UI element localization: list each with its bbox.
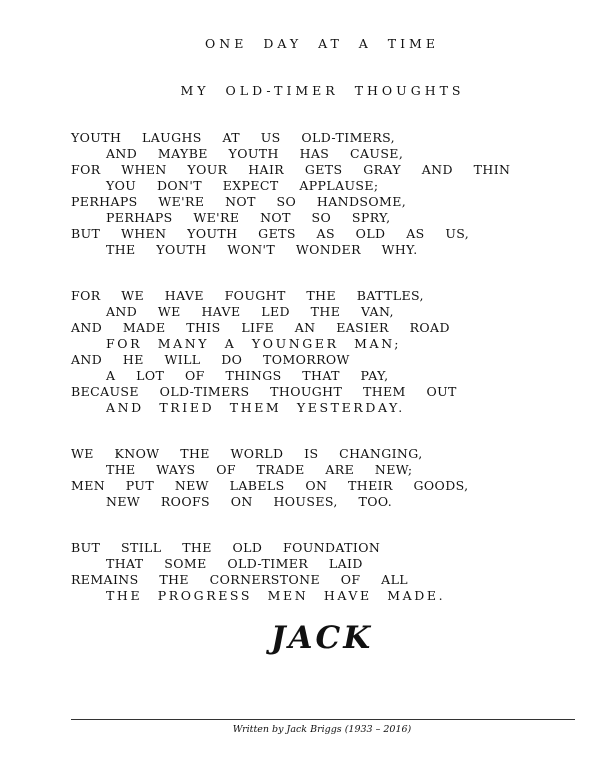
footer-credit: Written by Jack Briggs (1933 – 2016) [232,724,412,735]
poem-line: NEW ROOFS ON HOUSES, TOO. [106,494,393,509]
poem-line: AND MADE THIS LIFE AN EASIER ROAD [71,320,450,335]
poem-line: FOR MANY A YOUNGER MAN; [106,336,402,351]
poem-line: AND TRIED THEM YESTERDAY. [106,400,405,415]
footer-divider [71,719,575,720]
poem-line: A LOT OF THINGS THAT PAY, [106,368,389,383]
poem-line: WE KNOW THE WORLD IS CHANGING, [71,446,423,461]
poem-line: AND WE HAVE LED THE VAN, [106,304,394,319]
poem-line: THAT SOME OLD-TIMER LAID [106,556,363,571]
poem-line: AND HE WILL DO TOMORROW [71,352,350,367]
poem-line: FOR WHEN YOUR HAIR GETS GRAY AND THIN [71,162,511,177]
poem-line: REMAINS THE CORNERSTONE OF ALL [71,572,409,587]
poem-title: ONE DAY AT A TIME [205,36,439,51]
signature: JACK [270,620,374,656]
poem-line: BECAUSE OLD-TIMERS THOUGHT THEM OUT [71,384,457,399]
poem-line: FOR WE HAVE FOUGHT THE BATTLES, [71,288,424,303]
poem-line: PERHAPS WE'RE NOT SO SPRY, [106,210,391,225]
poem-line: THE WAYS OF TRADE ARE NEW; [106,462,413,477]
poem-line: MEN PUT NEW LABELS ON THEIR GOODS, [71,478,469,493]
poem-line: THE PROGRESS MEN HAVE MADE. [106,588,446,603]
poem-line: THE YOUTH WON'T WONDER WHY. [106,242,418,257]
poem-line: YOU DON'T EXPECT APPLAUSE; [106,178,379,193]
poem-line: PERHAPS WE'RE NOT SO HANDSOME, [71,194,407,209]
poem-line: AND MAYBE YOUTH HAS CAUSE, [106,146,404,161]
poem-line: YOUTH LAUGHS AT US OLD-TIMERS, [71,130,396,145]
poem-subtitle: MY OLD-TIMER THOUGHTS [180,83,465,98]
poem-line: BUT WHEN YOUTH GETS AS OLD AS US, [71,226,470,241]
poem-line: BUT STILL THE OLD FOUNDATION [71,540,381,555]
